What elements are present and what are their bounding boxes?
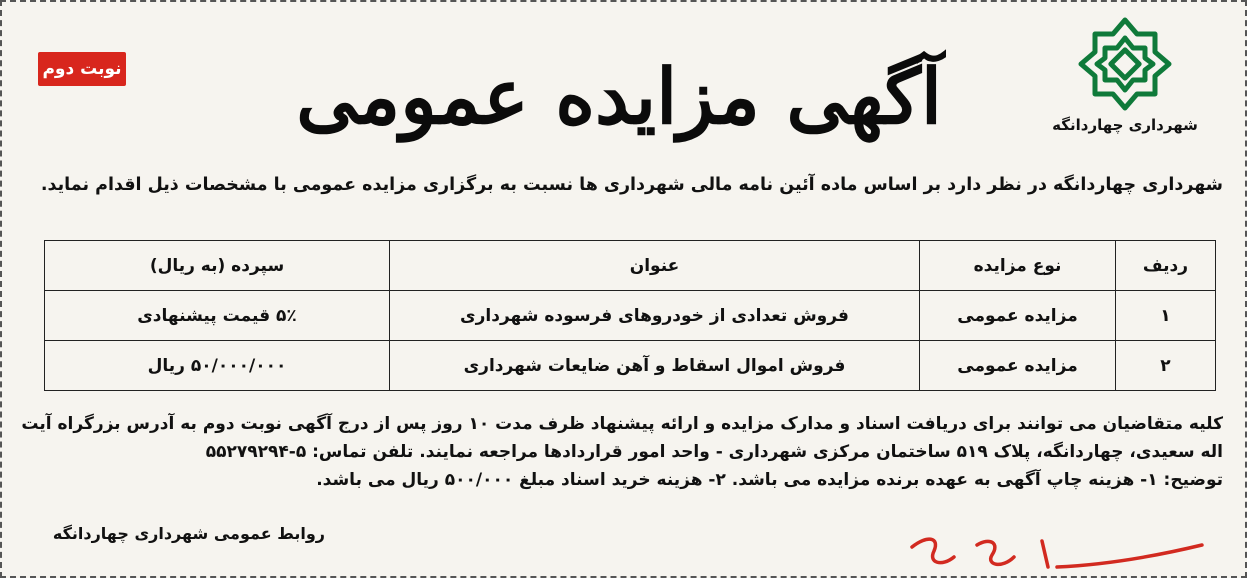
notes-line: توضیح: ۱- هزینه چاپ آگهی به عهده برنده مزایده می باشد. ۲- هزینه خرید اسناد مبلغ ۵۰۰/۰۰۰ ریال می باشد. <box>316 470 1223 490</box>
header-deposit: سپرده (به ریال) <box>45 241 390 291</box>
instructions-text <box>17 410 1223 494</box>
second-round-badge: نوبت دوم <box>38 52 126 86</box>
deposit-amount: ۵۰/۰۰۰/۰۰۰ ریال <box>45 341 390 391</box>
instructions-line: کلیه متقاضیان می توانند برای دریافت اسناد و مدارک مزایده و ارائه پیشنهاد ظرف مدت ۱۰ روز پس از درج آگهی نوبت دوم به آدرس بزرگراه آیت <box>21 414 1223 434</box>
municipality-logo <box>1045 14 1205 144</box>
municipality-name: شهرداری چهاردانگه <box>1052 116 1198 134</box>
row-number: ۱ <box>1116 291 1216 341</box>
intro-paragraph: شهرداری چهاردانگه در نظر دارد بر اساس ماده آئین نامه مالی شهرداری ها نسبت به برگزاری مزایده عمومی با مشخصات ذیل اقدام نماید. <box>40 175 1223 195</box>
municipality-emblem-icon <box>1075 14 1175 114</box>
deposit-amount: ۵٪ قیمت پیشنهادی <box>45 291 390 341</box>
header-auction-type: نوع مزایده <box>920 241 1116 291</box>
auction-type: مزایده عمومی <box>920 341 1116 391</box>
auction-table <box>44 240 1216 391</box>
public-relations-signature: روابط عمومی شهرداری چهاردانگه <box>52 524 325 543</box>
auction-title: فروش اموال اسقاط و آهن ضایعات شهرداری <box>390 341 920 391</box>
header-title: عنوان <box>390 241 920 291</box>
auction-type: مزایده عمومی <box>920 291 1116 341</box>
row-number: ۲ <box>1116 341 1216 391</box>
table-row <box>45 291 1216 341</box>
table-header-row <box>45 241 1216 291</box>
header-row-number: ردیف <box>1116 241 1216 291</box>
notice-title: آگهی مزایده عمومی <box>296 52 942 141</box>
handwritten-mark-icon <box>882 527 1222 578</box>
instructions-line: اله سعیدی، چهاردانگه، پلاک ۵۱۹ ساختمان مرکزی شهرداری - واحد امور قراردادها مراجعه نمایند. تلفن تماس: ۵-۵۵۲۷۹۲۹۴ <box>205 442 1223 462</box>
auction-title: فروش تعدادی از خودروهای فرسوده شهرداری <box>390 291 920 341</box>
table-row <box>45 341 1216 391</box>
